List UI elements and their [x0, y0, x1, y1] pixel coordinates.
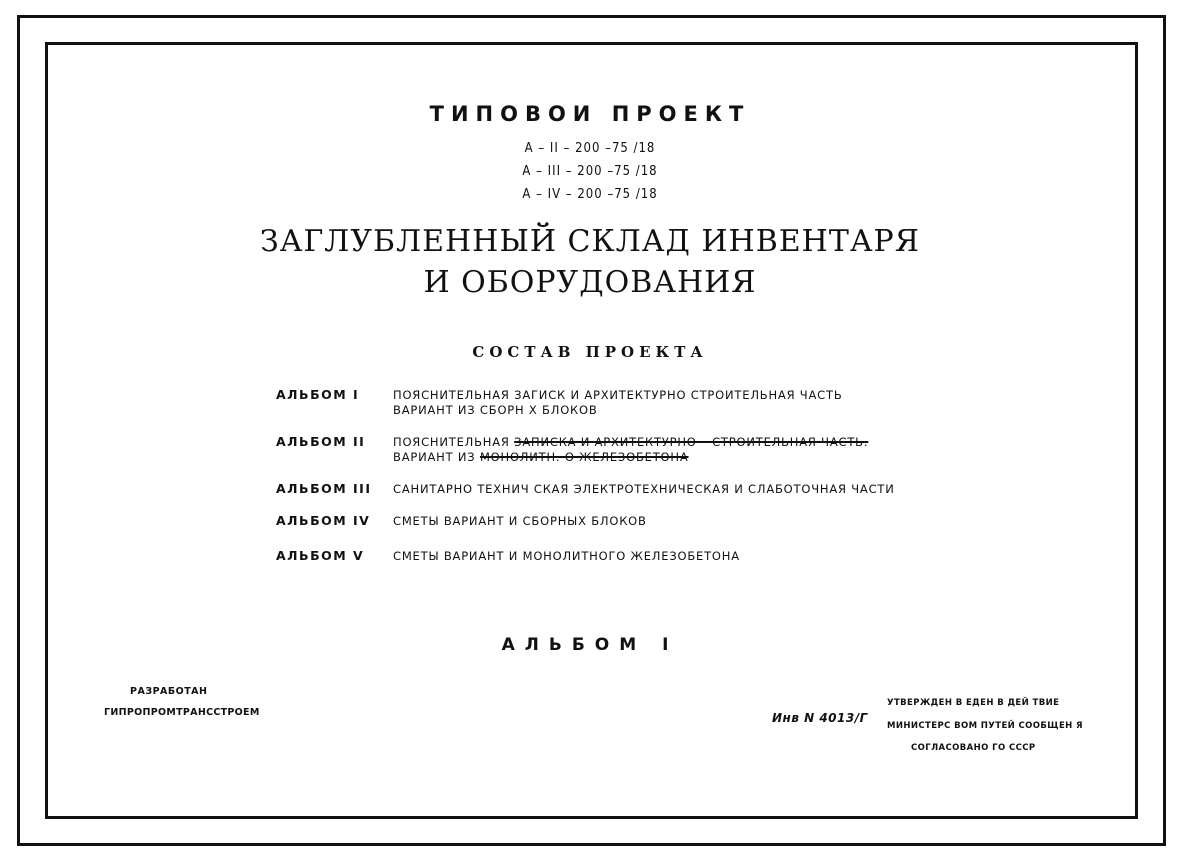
album-label: АЛЬБОМ I [276, 387, 360, 402]
composition-heading: СОСТАВ ПРОЕКТА [472, 343, 708, 361]
developer-label: РАЗРАБОТАН [130, 686, 208, 697]
album-label: АЛЬБОМ V [276, 548, 365, 563]
album-description: СМЕТЫ ВАРИАНТ И СБОРНЫХ БЛОКОВ [393, 514, 647, 528]
album-description-line [393, 450, 868, 465]
album-label: АЛЬБОМ III [276, 481, 372, 496]
approval-line: МИНИСТЕРС ВОМ ПУТЕЙ СООБЩЕН Я [887, 721, 1083, 731]
album-description: САНИТАРНО ТЕХНИЧ СКАЯ ЭЛЕКТРОТЕХНИЧЕСКАЯ И СЛАБОТОЧНАЯ ЧАСТИ [393, 482, 895, 496]
album-label: АЛЬБОМ IV [276, 513, 371, 528]
album-description-line [393, 435, 868, 450]
album-label: АЛЬБОМ II [276, 434, 366, 449]
project-code: А – II – 200 –75 /18 [524, 141, 656, 156]
album-description: СМЕТЫ ВАРИАНТ И МОНОЛИТНОГО ЖЕЛЕЗОБЕТОНА [393, 549, 740, 563]
album-description-line: ВАРИАНТ ИЗ СБОРН Х БЛОКОВ [393, 403, 598, 417]
project-type-heading: ТИПОВОИ ПРОЕКТ [429, 102, 751, 126]
album-description-line: ПОЯСНИТЕЛЬНАЯ ЗАГИСК И АРХИТЕКТУРНО СТРОИТЕЛЬНАЯ ЧАСТЬ [393, 388, 843, 402]
project-code: А – IV – 200 –75 /18 [522, 187, 658, 202]
album-description [393, 435, 868, 465]
inventory-number: Инв N 4013/Г [772, 711, 868, 725]
album-title: АЛЬБОМ I [501, 635, 679, 655]
approval-line: УТВЕРЖДЕН В ЕДЕН В ДЕЙ ТВИЕ [887, 698, 1060, 708]
developer-name: ГИПРОПРОМТРАНССТРОЕМ [104, 707, 260, 718]
album-text-plain: ПОЯСНИТЕЛЬНАЯ [393, 435, 510, 449]
approval-line: СОГЛАСОВАНО ГО СССР [911, 743, 1036, 753]
album-description [393, 388, 843, 418]
document-title-line1: ЗАГЛУБЛЕННЫЙ СКЛАД ИНВЕНТАРЯ [260, 224, 920, 259]
album-text-plain: ВАРИАНТ ИЗ [393, 450, 476, 464]
album-text-struck: ЗАПИСКА И АРХИТЕКТУРНО – СТРОИТЕЛЬНАЯ ЧАСТЬ. [514, 435, 869, 449]
document-title-line2: И ОБОРУДОВАНИЯ [423, 265, 757, 300]
album-text-struck: МОНОЛИТН. О ЖЕЛЕЗОБЕТОНА [479, 450, 689, 464]
project-code: А – III – 200 –75 /18 [522, 164, 658, 179]
